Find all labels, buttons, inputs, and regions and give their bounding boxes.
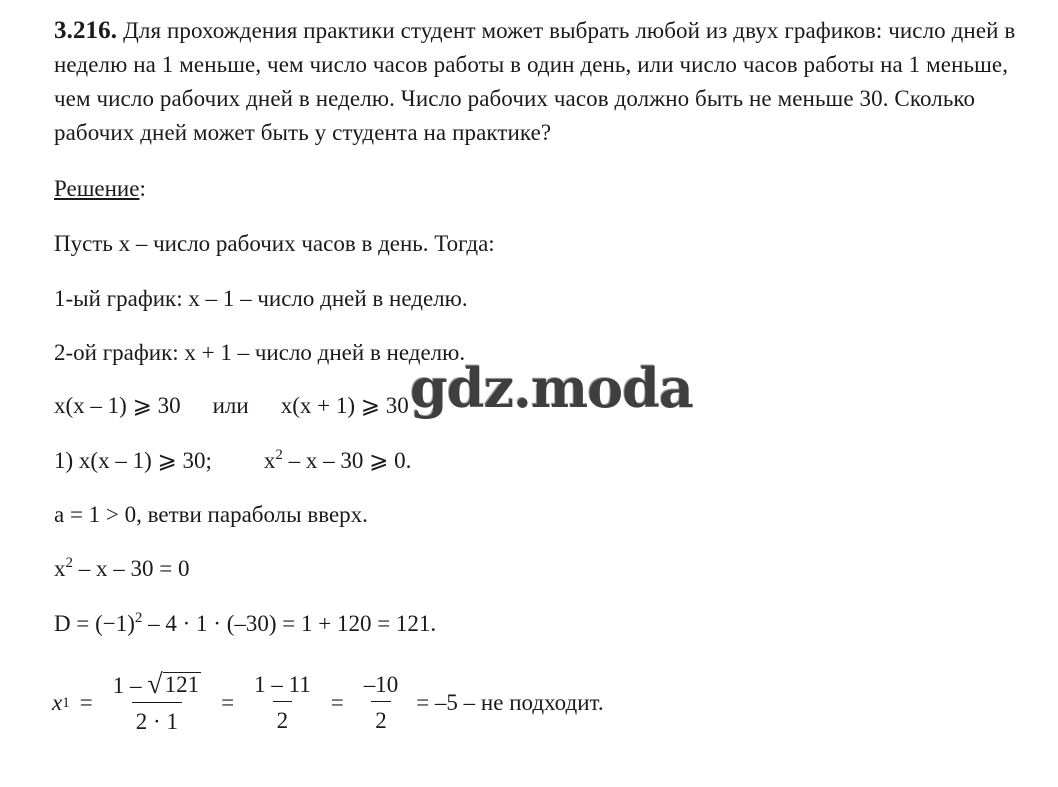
equals-sign-3: = xyxy=(330,690,344,715)
case-1-power: 2 xyxy=(275,447,283,463)
graph-1-line: 1-ый график: x – 1 – число дней в неделю. xyxy=(54,286,468,311)
case-1-x: x xyxy=(263,448,276,473)
equation-power: 2 xyxy=(65,555,73,571)
watermark-logo: gdz.moda xyxy=(410,356,693,420)
discriminant-line xyxy=(54,611,436,637)
fraction-2 xyxy=(250,672,315,734)
case-1-inequality: 1) x(x – 1) ⩾ 30; xyxy=(54,448,212,473)
graph-2-line: 2-ой график: x + 1 – число дней в неделю. xyxy=(54,340,466,365)
fraction-2-denominator: 2 xyxy=(273,701,293,734)
discriminant-power: 2 xyxy=(134,610,143,626)
fraction-1-num-pre: 1 – xyxy=(112,672,142,698)
discriminant-rest: – 4 · 1 · (–30) = 1 + 120 = 121. xyxy=(142,611,437,636)
problem-text: Для прохождения практики студент может выбрать любой из двух графиков: число дней в неделю на 1 меньше, чем число часов работы в один день, или число часов работы на 1 меньше, чем число рабочих дней в неделю. Число рабочих часов должно быть не меньше 30. Сколько рабочих дней может быть у студента на практике? xyxy=(54,18,1016,145)
equation-x: x xyxy=(54,556,66,581)
solution-intro: Пусть x – число рабочих часов в день. Тогда: xyxy=(54,231,495,256)
equation-line xyxy=(54,556,189,582)
fraction-1 xyxy=(109,668,205,735)
inequalities-line xyxy=(54,393,409,419)
fraction-3 xyxy=(360,672,403,734)
equals-sign-2: = xyxy=(221,690,235,715)
root-var: x xyxy=(52,690,63,715)
or-word: или xyxy=(212,393,249,418)
solution-colon: : xyxy=(139,176,146,201)
solution-heading xyxy=(54,176,146,202)
inequality-2: x(x + 1) ⩾ 30 xyxy=(280,393,409,418)
fraction-3-numerator: –10 xyxy=(363,672,399,697)
case-1-line xyxy=(54,448,411,474)
case-1-quadratic: – x – 30 ⩾ 0. xyxy=(282,448,412,473)
equals-sign-1: = xyxy=(79,690,93,715)
sqrt-symbol: √ 121 xyxy=(147,668,200,700)
problem-statement xyxy=(54,14,1044,150)
fraction-3-denominator: 2 xyxy=(371,701,391,734)
root-x1-line: x 1 = 1 – √ 121 2 · 1 = $\frac{1 - 11}{2}$ = $\frac{-10}{2}$ = –5 – не подходит. xyxy=(52,668,604,734)
branches-line: a = 1 > 0, ветви параболы вверх. xyxy=(54,502,368,527)
solution-label: Решение xyxy=(54,176,140,201)
inequality-1: x(x – 1) ⩾ 30 xyxy=(54,393,181,418)
problem-number: 3.216. xyxy=(54,17,118,44)
root-result: = –5 – не подходит. xyxy=(416,690,604,715)
discriminant-pre: D = (−1) xyxy=(54,611,135,636)
fraction-2-numerator: 1 – 11 xyxy=(254,672,311,697)
fraction-1-denominator: 2 · 1 xyxy=(132,702,182,735)
sqrt-radicand: 121 xyxy=(164,671,200,697)
equation-rest: – x – 30 = 0 xyxy=(73,556,190,581)
fraction-1-numerator xyxy=(109,668,205,702)
